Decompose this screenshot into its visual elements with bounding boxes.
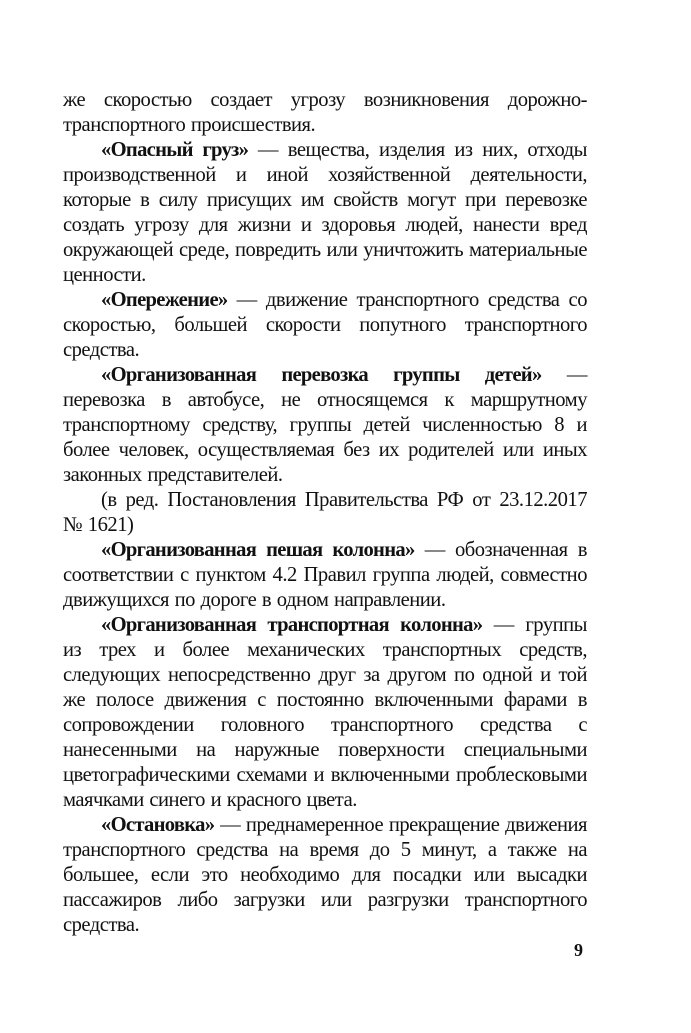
definition-organized-child-transport <box>63 363 587 488</box>
term-organized-pedestrian-column: «Организованная пешая колонна» <box>101 539 415 561</box>
definition-stop <box>63 813 587 938</box>
paragraph-continuation <box>63 88 587 138</box>
term-dangerous-cargo: «Опасный груз» <box>101 139 249 161</box>
page-number: 9 <box>574 940 583 960</box>
page-body <box>63 88 587 938</box>
term-stop: «Остановка» <box>101 814 215 836</box>
definition-text: — обозначенная в соответствии с пунктом 4.2 Правил группа людей, совместно движущихся по дороге в одном направлении. <box>63 539 587 611</box>
term-organized-vehicle-column: «Организованная транспортная колонна» <box>101 614 483 636</box>
term-organized-child-transport: «Организованная перевозка группы детей» <box>101 364 542 386</box>
definition-overtaking-ahead <box>63 288 587 363</box>
amendment-text: (в ред. Постановления Правительства РФ от 23.12.2017 № 1621) <box>63 489 587 536</box>
definition-dangerous-cargo <box>63 138 587 288</box>
amendment-note <box>63 488 587 538</box>
definition-organized-pedestrian-column <box>63 538 587 613</box>
paragraph-text: же скоростью создает угрозу возникновения дорожно-транспортного происшествия. <box>63 89 587 136</box>
term-overtaking-ahead: «Опережение» <box>101 289 228 311</box>
definition-text: — группы из трех и более механических транспортных средств, следующих непосредственно друг за другом по одной и той же полосе движения с постоянно включенными фарами в сопровождении головного транспортного средства с нанесенными на наружные поверхности специальными цветографическими схемами и включенными проблесковыми маячками синего и красного цвета. <box>63 614 587 811</box>
definition-text: — вещества, изделия из них, отходы производственной и иной хозяйственной деятельности, которые в силу присущих им свойств могут при перевозке создать угрозу для жизни и здоровья людей, нанести вред окружающей среде, повредить или уничтожить материальные ценности. <box>63 139 587 286</box>
definition-text: — перевозка в автобусе, не относящемся к маршрутному транспортному средству, группы детей численностью 8 и более человек, осуществляемая без их родителей или иных законных представителей. <box>63 364 587 486</box>
definition-organized-vehicle-column <box>63 613 587 813</box>
definition-text: — преднамеренное прекращение движения транспортного средства на время до 5 минут, а также на большее, если это необходимо для посадки или высадки пассажиров либо загрузки или разгрузки транспортного средства. <box>63 814 587 936</box>
definition-text: — движение транспортного средства со скоростью, большей скорости попутного транспортного средства. <box>63 289 587 361</box>
